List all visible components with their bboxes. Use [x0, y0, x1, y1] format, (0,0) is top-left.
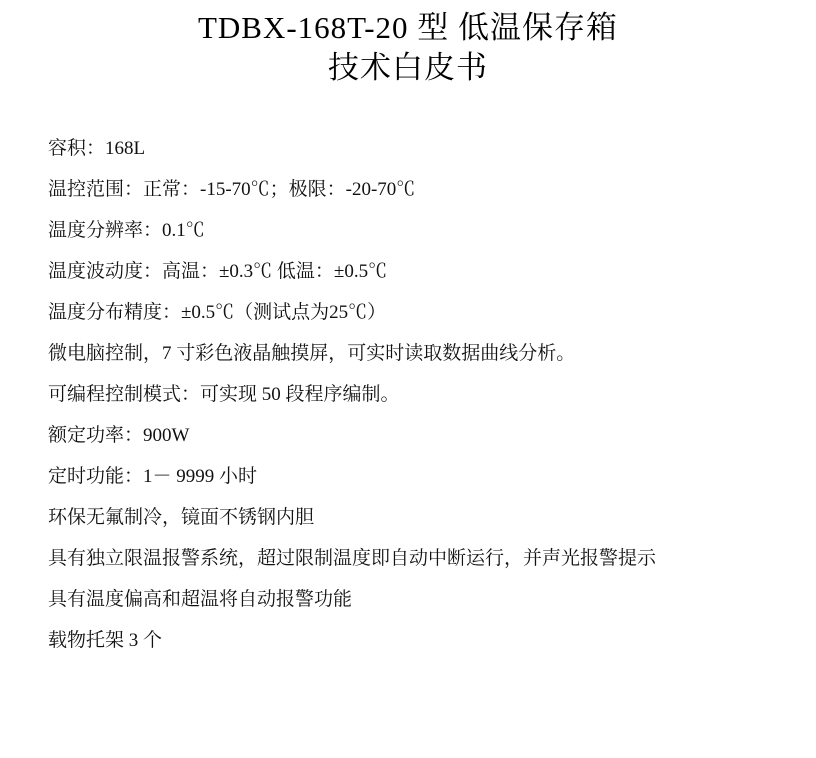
spec-line: 微电脑控制，7 寸彩色液晶触摸屏，可实时读取数据曲线分析。	[48, 343, 576, 364]
spec-line: 额定功率：900W	[48, 425, 190, 446]
spec-line: 环保无氟制冷，镜面不锈钢内胆	[48, 507, 315, 528]
spec-line: 温度波动度：高温：±0.3℃ 低温：±0.5℃	[48, 261, 388, 282]
spec-line: 温控范围：正常：-15-70℃；极限：-20-70℃	[48, 179, 416, 200]
title-line-2: 技术白皮书	[328, 50, 488, 85]
spec-line: 具有独立限温报警系统，超过限制温度即自动中断运行，并声光报警提示	[48, 548, 657, 569]
spec-line: 容积：168L	[48, 138, 146, 159]
document-title	[0, 0, 816, 88]
spec-line: 可编程控制模式：可实现 50 段程序编制。	[48, 384, 400, 405]
specification-list	[0, 128, 816, 661]
spec-line: 定时功能：1－ 9999 小时	[48, 466, 258, 487]
spec-line: 温度分布精度：±0.5℃（测试点为25℃）	[48, 302, 387, 323]
spec-line: 温度分辨率：0.1℃	[48, 220, 205, 241]
spec-line: 具有温度偏高和超温将自动报警功能	[48, 589, 353, 610]
title-line-1: TDBX-168T-20 型 低温保存箱	[197, 10, 619, 45]
spec-line: 载物托架 3 个	[48, 630, 163, 651]
